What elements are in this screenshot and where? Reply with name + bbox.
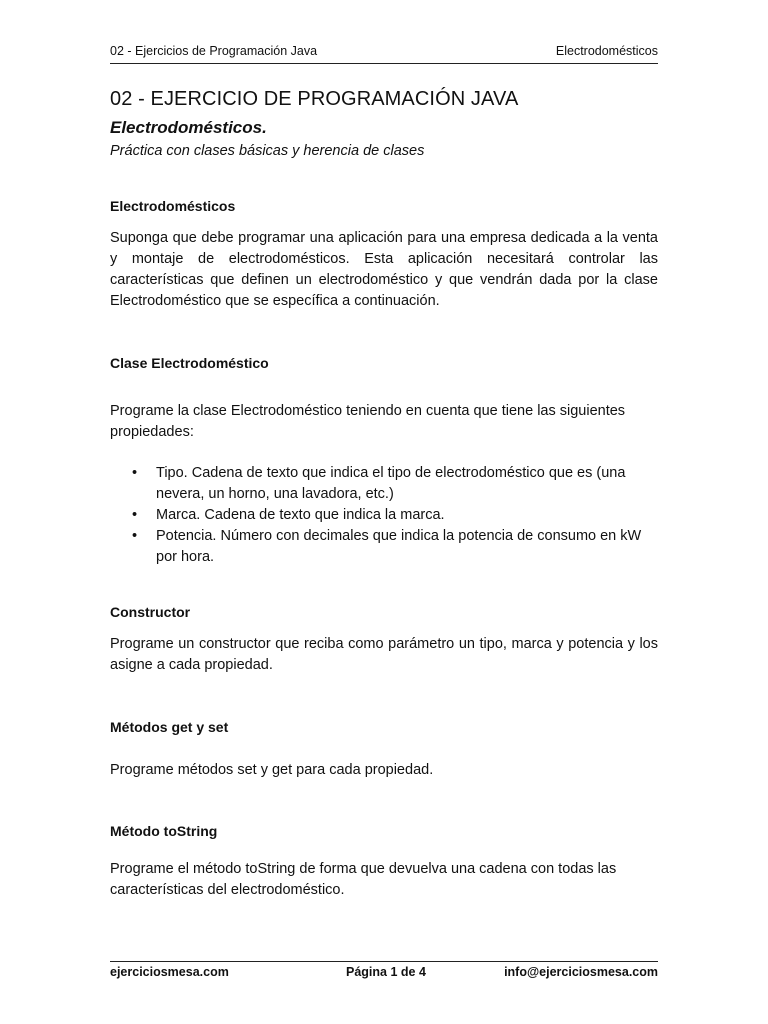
document-title: 02 - EJERCICIO DE PROGRAMACIÓN JAVA (110, 88, 519, 110)
section-heading-constructor: Constructor (110, 604, 191, 620)
section-text-constructor: Programe un constructor que reciba como parámetro un tipo, marca y potencia y los asigne a cada propiedad. (110, 636, 658, 673)
footer-email-link[interactable]: info@ejerciciosmesa.com (504, 965, 658, 979)
header-rule (110, 63, 658, 64)
header-left-text: 02 - Ejercicios de Programación Java (110, 44, 318, 58)
header-right-text: Electrodomésticos (555, 44, 658, 58)
list-item-text: Tipo. Cadena de texto que indica el tipo de electrodoméstico que es (una nevera, un horno, una lavadora, etc.) (156, 465, 626, 502)
running-header (110, 43, 658, 59)
section-heading-electrodomesticos: Electrodomésticos (110, 198, 236, 214)
properties-list (110, 463, 658, 568)
footer-rule (110, 961, 658, 962)
list-item (110, 505, 658, 526)
footer-page-number: Página 1 de 4 (346, 965, 426, 979)
section-text-getset: Programe métodos set y get para cada propiedad. (110, 762, 434, 778)
bullet-icon: • (132, 528, 138, 544)
bullet-icon: • (132, 465, 138, 481)
list-item (110, 463, 658, 505)
list-item (110, 526, 658, 568)
document-subtitle: Electrodomésticos. (110, 118, 267, 137)
bullet-icon: • (132, 507, 138, 523)
section-heading-clase: Clase Electrodoméstico (110, 355, 269, 371)
document-page (110, 0, 658, 1024)
section-text-electrodomesticos: Suponga que debe programar una aplicación para una empresa dedicada a la venta y montaje de electrodomésticos. Esta aplicación necesitará controlar las características que definen un electrodoméstico y que vendrán dada por la clase Electrodoméstico que se específica a continuación. (110, 230, 658, 309)
list-item-text: Marca. Cadena de texto que indica la marca. (156, 507, 445, 523)
document-tagline: Práctica con clases básicas y herencia de clases (110, 143, 425, 159)
footer-website-link[interactable]: ejerciciosmesa.com (110, 965, 229, 979)
list-item-text: Potencia. Número con decimales que indica la potencia de consumo en kW por hora. (156, 528, 642, 565)
section-heading-tostring: Método toString (110, 823, 218, 839)
section-text-tostring: Programe el método toString de forma que devuelva una cadena con todas las características del electrodoméstico. (110, 861, 617, 898)
section-text-clase: Programe la clase Electrodoméstico teniendo en cuenta que tiene las siguientes propiedades: (110, 403, 626, 440)
section-heading-getset: Métodos get y set (110, 719, 229, 735)
